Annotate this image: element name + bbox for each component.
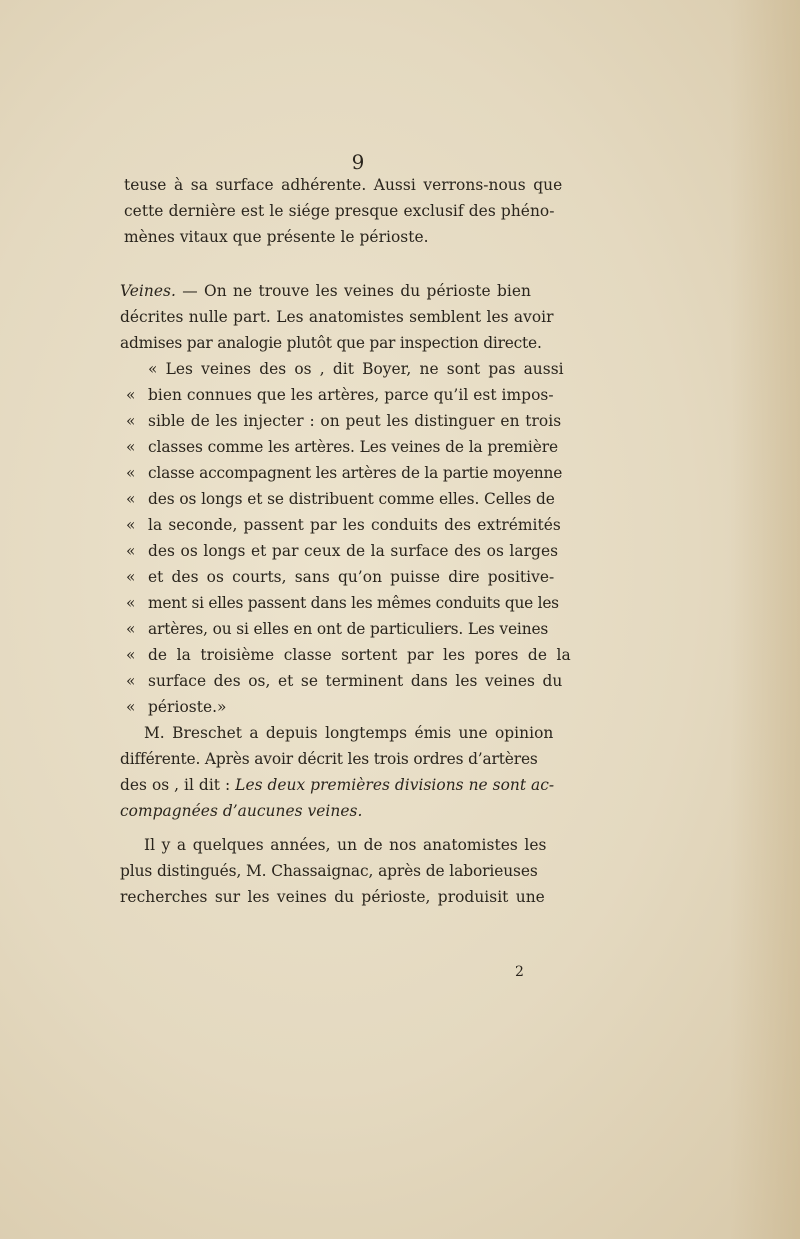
text-line: cette dernière est le siége presque exclusif des phéno- bbox=[124, 202, 555, 220]
quoted-line bbox=[126, 438, 558, 456]
quote-mark: « bbox=[126, 698, 136, 716]
quoted-line bbox=[126, 646, 571, 664]
quoted-line bbox=[126, 516, 561, 534]
quote-mark: « bbox=[126, 516, 136, 534]
text-run: et des os courts, sans qu’on puisse dire positive- bbox=[148, 568, 555, 586]
text-line: différente. Après avoir décrit les trois ordres d’artères bbox=[120, 750, 538, 768]
text-line: teuse à sa surface adhérente. Aussi verrons-nous que bbox=[124, 176, 563, 194]
quoted-line bbox=[126, 568, 554, 586]
quoted-line bbox=[126, 594, 559, 612]
text-line: recherches sur les veines du périoste, produisit une bbox=[120, 888, 545, 906]
quote-mark: « bbox=[126, 464, 136, 482]
text-run: surface des os, et se terminent dans les veines du bbox=[148, 672, 563, 690]
quote-mark: « bbox=[126, 542, 136, 560]
quoted-line bbox=[126, 620, 548, 638]
text-run: des os longs et se distribuent comme elles. Celles de bbox=[148, 490, 555, 508]
text-line: décrites nulle part. Les anatomistes semblent les avoir bbox=[120, 308, 554, 326]
text-run: bien connues que les artères, parce qu’il est impos- bbox=[148, 386, 554, 404]
quoted-line bbox=[126, 464, 562, 482]
quotation-italic: compagnées d’aucunes veines. bbox=[120, 802, 363, 820]
text-run: sible de les injecter : on peut les distinguer en trois bbox=[148, 412, 562, 430]
quote-mark: « bbox=[126, 646, 136, 664]
quote-mark: « bbox=[126, 594, 136, 612]
quoted-line bbox=[126, 542, 558, 560]
text-line: M. Breschet a depuis longtemps émis une opinion bbox=[144, 724, 554, 742]
text-run: artères, ou si elles en ont de particuliers. Les veines bbox=[148, 620, 549, 638]
quote-mark: « bbox=[126, 672, 136, 690]
page-edge-shadow bbox=[730, 0, 800, 1239]
quote-mark: « bbox=[126, 568, 136, 586]
signature-mark: 2 bbox=[515, 964, 524, 980]
quoted-line bbox=[126, 698, 227, 716]
page-number: 9 bbox=[351, 150, 365, 174]
text-run: ment si elles passent dans les mêmes conduits que les bbox=[148, 594, 559, 612]
section-heading: Veines. bbox=[120, 282, 176, 300]
quote-mark: « bbox=[126, 438, 136, 456]
paragraph-breschet bbox=[120, 776, 554, 794]
text-run: classes comme les artères. Les veines de la première bbox=[148, 438, 558, 456]
quotation-italic: Les deux premières divisions ne sont ac- bbox=[235, 776, 555, 794]
quoted-line bbox=[126, 386, 554, 404]
quoted-line bbox=[126, 412, 561, 430]
text-line: Il y a quelques années, un de nos anatomistes les bbox=[144, 836, 547, 854]
text-line: « Les veines des os , dit Boyer, ne sont pas aussi bbox=[148, 360, 564, 378]
quoted-line bbox=[126, 490, 555, 508]
text-line: admises par analogie plutôt que par inspection directe. bbox=[120, 334, 542, 352]
quote-mark: « bbox=[126, 490, 136, 508]
quote-mark: « bbox=[126, 386, 136, 404]
quote-mark: « bbox=[126, 412, 136, 430]
text-run: des os longs et par ceux de la surface des os larges bbox=[148, 542, 559, 560]
paragraph-veines bbox=[120, 282, 531, 300]
text-run: périoste.» bbox=[148, 698, 227, 716]
text-line: plus distingués, M. Chassaignac, après de laborieuses bbox=[120, 862, 538, 880]
text-run: — On ne trouve les veines du périoste bien bbox=[175, 282, 531, 300]
text-run: de la troisième classe sortent par les pores de la bbox=[148, 646, 571, 664]
text-line: mènes vitaux que présente le périoste. bbox=[124, 228, 429, 246]
quote-mark: « bbox=[126, 620, 136, 638]
text-run: classe accompagnent les artères de la partie moyenne bbox=[148, 464, 563, 482]
quoted-line bbox=[126, 672, 562, 690]
text-run: la seconde, passent par les conduits des extrémités bbox=[148, 516, 561, 534]
text-run: des os , il dit : bbox=[120, 776, 231, 794]
